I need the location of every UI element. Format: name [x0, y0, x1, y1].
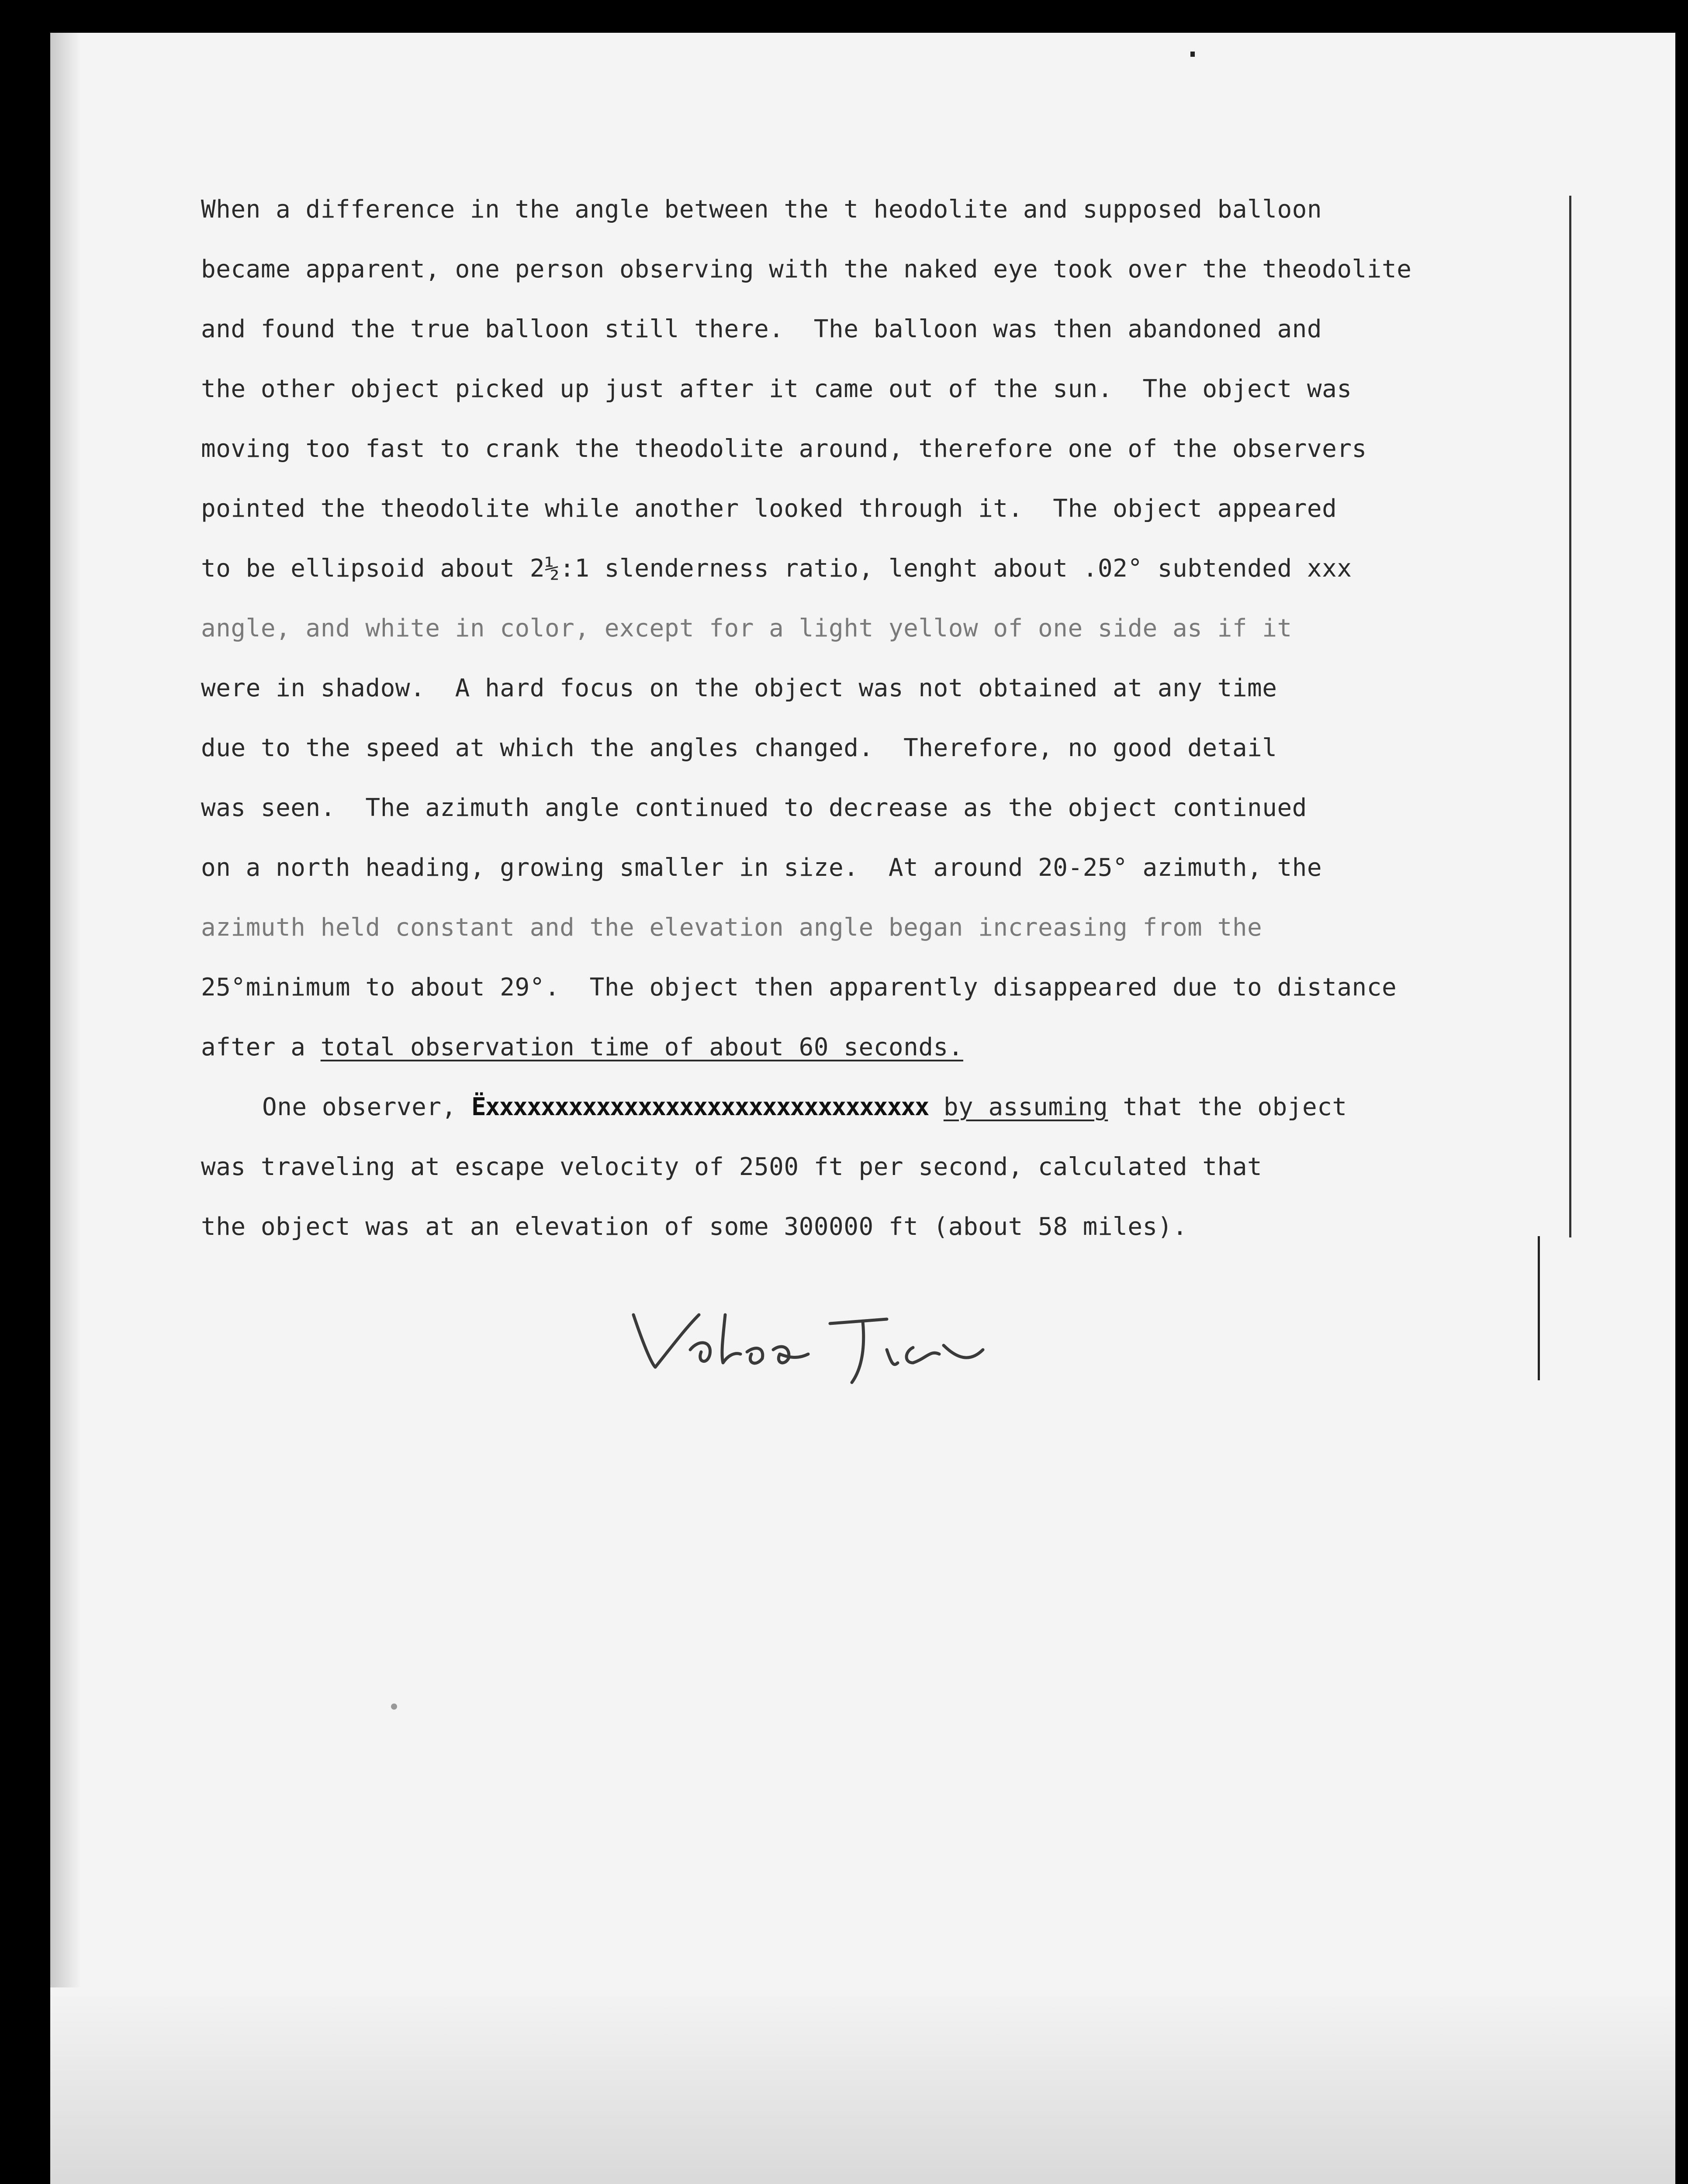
right-margin-rule	[1569, 196, 1571, 1237]
text-line-11: was seen. The azimuth angle continued to decrease as the object continued	[201, 794, 1307, 822]
line-15-prefix: after a	[201, 1033, 321, 1061]
para2-suffix: that the object	[1108, 1093, 1347, 1121]
text-line-8: angle, and white in color, except for a light yellow of one side as if it	[201, 614, 1292, 643]
text-line-4: the other object picked up just after it came out of the sun. The object was	[201, 375, 1352, 403]
paragraph-2-line-2: was traveling at escape velocity of 2500 ft per second, calculated that	[201, 1153, 1263, 1181]
text-line-10: due to the speed at which the angles changed. Therefore, no good detail	[201, 734, 1277, 762]
text-line-15	[201, 1030, 963, 1065]
text-line-6: pointed the theodolite while another looked through it. The object appeared	[201, 494, 1337, 523]
paragraph-2-line-3: the object was at an elevation of some 300000 ft (about 58 miles).	[201, 1213, 1188, 1241]
paper-bottom-shading	[50, 1987, 1675, 2184]
scan-speck	[391, 1704, 397, 1710]
paper-left-shadow	[50, 33, 81, 2184]
text-line-12: on a north heading, growing smaller in size. At around 20-25° azimuth, the	[201, 854, 1322, 882]
text-line-7: to be ellipsoid about 2½:1 slenderness ratio, lenght about .02° subtended xxx	[201, 554, 1352, 583]
right-margin-rule-lower	[1538, 1236, 1540, 1380]
text-line-14: 25°minimum to about 29°. The object then apparently disappeared due to distance	[201, 973, 1397, 1002]
text-line-1: When a difference in the angle between the t heodolite and supposed balloon	[201, 195, 1322, 224]
underlined-by-assuming: by assuming	[943, 1093, 1108, 1121]
struck-through-text: Ëxxxxxxxxxxxxxxxxxxxxxxxxxxxxxxxx	[471, 1093, 929, 1121]
para2-prefix: One observer,	[262, 1093, 472, 1121]
text-line-3: and found the true balloon still there. The balloon was then abandoned and	[201, 315, 1322, 343]
text-line-13: azimuth held constant and the elevation angle began increasing from the	[201, 913, 1263, 942]
text-line-5: moving too fast to crank the theodolite around, therefore one of the observers	[201, 435, 1367, 463]
text-line-2: became apparent, one person observing with the naked eye took over the theodolite	[201, 255, 1412, 283]
text-line-9: were in shadow. A hard focus on the object was not obtained at any time	[201, 674, 1277, 702]
paragraph-2-line-1	[262, 1090, 1347, 1125]
underlined-observation-time: total observation time of about 60 seconds.	[320, 1033, 963, 1061]
handwritten-signature	[625, 1297, 1009, 1385]
scan-speck	[1190, 52, 1195, 57]
